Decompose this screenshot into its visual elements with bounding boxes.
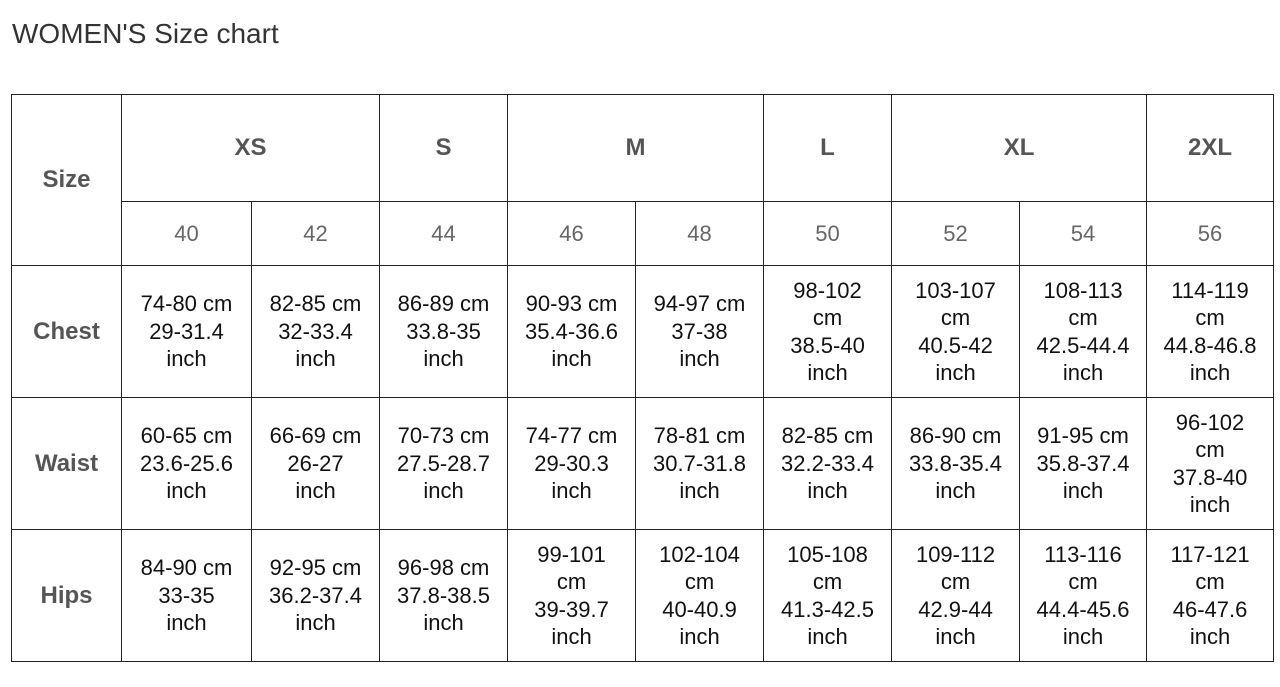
size-group-s: S <box>380 95 508 202</box>
row-label: Waist <box>12 398 122 530</box>
measurement-line: inch <box>423 346 464 372</box>
measurement-line: cm <box>556 569 587 594</box>
measurement-line: 37-38 <box>671 318 728 344</box>
measurement-line: 35.4-36.6 <box>525 318 618 344</box>
row-label: Hips <box>12 530 122 662</box>
size-number: 52 <box>892 202 1020 266</box>
measurement-line: 42.9-44 <box>918 596 993 622</box>
measurement-cell <box>252 266 380 398</box>
size-group-xl: XL <box>892 95 1147 202</box>
measurement-line: inch <box>551 624 592 649</box>
measurement-line: 44.8-46.8 <box>1163 332 1257 358</box>
measurement-line: cm <box>1195 569 1225 594</box>
measurement-line: 82-85 cm <box>781 423 874 449</box>
measurement-line: 42.5-44.4 <box>1036 332 1130 358</box>
measurement-cell <box>764 530 892 662</box>
measurement-cell <box>892 266 1020 398</box>
measurement-line: 91-95 cm <box>1037 423 1129 449</box>
measurement-line: 40.5-42 <box>918 332 993 358</box>
measurement-line: 108-113 <box>1043 277 1123 303</box>
measurement-line: inch <box>423 610 464 636</box>
size-chart-table <box>11 94 1274 662</box>
measurement-line: 113-116 <box>1044 541 1122 567</box>
size-header-label: Size <box>12 95 122 266</box>
measurement-line: cm <box>940 305 971 330</box>
measurement-line: cm <box>1068 569 1098 594</box>
measurement-row-waist <box>12 398 1274 530</box>
size-group-xs: XS <box>122 95 380 202</box>
size-group-2xl: 2XL <box>1147 95 1274 202</box>
measurement-line: 38.5-40 <box>790 332 865 358</box>
size-number: 46 <box>508 202 636 266</box>
measurement-line: 35.8-37.4 <box>1036 450 1130 476</box>
measurement-cell <box>508 530 636 662</box>
measurement-line: inch <box>1062 624 1104 649</box>
measurement-line: 82-85 cm <box>269 291 362 317</box>
measurement-line: 66-69 cm <box>269 423 362 449</box>
measurement-line: inch <box>166 610 207 636</box>
measurement-cell <box>636 530 764 662</box>
measurement-line: inch <box>166 478 207 504</box>
measurement-cell <box>508 266 636 398</box>
measurement-line: inch <box>807 360 848 385</box>
measurement-cell <box>1020 398 1147 530</box>
measurement-line: inch <box>679 624 720 649</box>
measurement-cell <box>122 530 252 662</box>
row-label: Chest <box>12 266 122 398</box>
measurement-cell <box>380 530 508 662</box>
measurement-line: 39-39.7 <box>534 596 609 622</box>
measurement-line: cm <box>812 569 843 594</box>
measurement-cell <box>892 530 1020 662</box>
measurement-cell <box>252 530 380 662</box>
measurement-line: inch <box>551 346 592 372</box>
measurement-line: cm <box>684 569 715 594</box>
measurement-line: 29-30.3 <box>534 450 609 476</box>
measurement-line: 41.3-42.5 <box>781 596 874 622</box>
measurement-cell <box>380 398 508 530</box>
measurement-line: 46-47.6 <box>1172 596 1248 622</box>
measurement-row-hips <box>12 530 1274 662</box>
measurement-line: inch <box>1189 624 1231 649</box>
measurement-line: inch <box>1189 360 1231 385</box>
measurement-cell <box>122 266 252 398</box>
size-number: 54 <box>1020 202 1147 266</box>
measurement-line: inch <box>551 478 592 504</box>
size-number: 56 <box>1147 202 1274 266</box>
measurement-cell <box>636 266 764 398</box>
size-number: 40 <box>122 202 252 266</box>
measurement-line: inch <box>295 478 336 504</box>
measurement-line: inch <box>166 346 207 372</box>
measurement-line: 84-90 cm <box>140 555 233 581</box>
measurement-line: 32-33.4 <box>278 318 353 344</box>
size-number: 50 <box>764 202 892 266</box>
measurement-line: inch <box>679 478 720 504</box>
measurement-line: 117-121 <box>1170 541 1250 567</box>
measurement-cell <box>1020 266 1147 398</box>
measurement-line: 23.6-25.6 <box>140 450 233 476</box>
measurement-line: 30.7-31.8 <box>653 450 746 476</box>
measurement-cell <box>508 398 636 530</box>
measurement-line: 27.5-28.7 <box>397 450 490 476</box>
measurement-line: 29-31.4 <box>149 318 224 344</box>
measurement-line: 70-73 cm <box>397 423 490 449</box>
measurement-line: 44.4-45.6 <box>1036 596 1130 622</box>
measurement-line: 102-104 <box>659 541 740 567</box>
measurement-line: inch <box>295 346 336 372</box>
measurement-cell <box>252 398 380 530</box>
measurement-cell <box>122 398 252 530</box>
measurement-cell <box>892 398 1020 530</box>
measurement-line: inch <box>935 624 976 649</box>
measurement-line: 33.8-35 <box>406 318 481 344</box>
measurement-line: inch <box>807 624 848 649</box>
measurement-cell <box>636 398 764 530</box>
measurement-line: 96-98 cm <box>397 555 490 581</box>
measurement-line: 60-65 cm <box>140 423 233 449</box>
size-number: 44 <box>380 202 508 266</box>
measurement-line: inch <box>295 610 336 636</box>
measurement-line: 37.8-40 <box>1172 464 1248 490</box>
measurement-line: 114-119 <box>1171 277 1249 303</box>
measurement-line: 109-112 <box>915 541 996 567</box>
measurement-line: inch <box>679 346 720 372</box>
measurement-line: 94-97 cm <box>653 291 746 317</box>
size-number: 42 <box>252 202 380 266</box>
measurement-line: 86-90 cm <box>909 423 1002 449</box>
measurement-line: cm <box>1195 305 1225 330</box>
measurement-cell <box>1147 530 1274 662</box>
measurement-line: cm <box>1195 437 1225 462</box>
size-number: 48 <box>636 202 764 266</box>
measurement-line: inch <box>423 478 464 504</box>
measurement-line: 40-40.9 <box>662 596 737 622</box>
measurement-line: inch <box>1062 360 1104 385</box>
measurement-line: inch <box>807 478 848 504</box>
measurement-line: 90-93 cm <box>525 291 618 317</box>
measurement-line: inch <box>935 478 976 504</box>
measurement-line: 103-107 <box>915 277 996 303</box>
measurement-line: cm <box>1068 305 1098 330</box>
measurement-line: 37.8-38.5 <box>397 582 490 608</box>
measurement-row-chest <box>12 266 1274 398</box>
size-group-l: L <box>764 95 892 202</box>
measurement-line: 36.2-37.4 <box>269 582 362 608</box>
measurement-cell <box>764 398 892 530</box>
measurement-cell <box>1020 530 1147 662</box>
measurement-cell <box>380 266 508 398</box>
measurement-line: 99-101 <box>537 541 606 567</box>
measurement-line: 74-77 cm <box>525 423 618 449</box>
measurement-line: 92-95 cm <box>269 555 362 581</box>
measurement-cell <box>1147 266 1274 398</box>
measurement-line: 26-27 <box>287 450 344 476</box>
measurement-cell <box>764 266 892 398</box>
measurement-line: 105-108 <box>787 541 868 567</box>
size-number-row <box>12 202 1274 266</box>
measurement-line: 33.8-35.4 <box>909 450 1002 476</box>
measurement-line: cm <box>812 305 843 330</box>
measurement-line: inch <box>1062 478 1104 504</box>
measurement-line: inch <box>935 360 976 385</box>
size-group-m: M <box>508 95 764 202</box>
measurement-line: 78-81 cm <box>653 423 746 449</box>
page-title: WOMEN'S Size chart <box>12 18 279 49</box>
measurement-line: inch <box>1189 492 1231 517</box>
measurement-line: cm <box>940 569 971 594</box>
measurement-line: 98-102 <box>793 277 862 303</box>
size-header-row <box>12 95 1274 202</box>
measurement-line: 33-35 <box>158 582 215 608</box>
measurement-line: 86-89 cm <box>397 291 490 317</box>
measurement-cell <box>1147 398 1274 530</box>
measurement-line: 96-102 <box>1175 409 1245 435</box>
measurement-line: 74-80 cm <box>140 291 233 317</box>
measurement-line: 32.2-33.4 <box>781 450 874 476</box>
